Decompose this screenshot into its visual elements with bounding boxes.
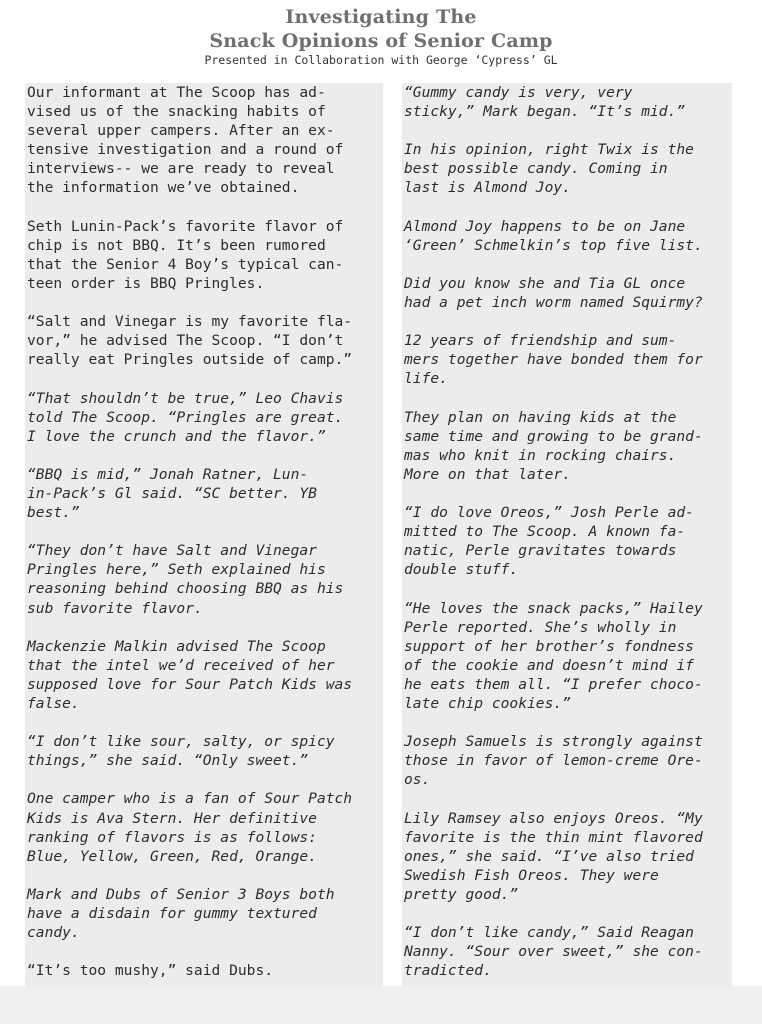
article-paragraph: “That shouldn’t be true,” Leo Chavis told The Scoop. “Pringles are great. I love the crunch and the flavor.” xyxy=(27,389,344,445)
article-paragraph: Joseph Samuels is strongly against those in favor of lemon-creme Ore- os. xyxy=(404,733,703,789)
article-paragraph: “Gummy candy is very, very sticky,” Mark began. “It’s mid.” xyxy=(404,84,686,121)
article-paragraph: 12 years of friendship and sum- mers together have bonded them for life. xyxy=(404,332,703,388)
article-paragraph: “It’s too mushy,” said Dubs. xyxy=(27,962,274,980)
article-paragraph: In his opinion, right Twix is the best possible candy. Coming in last is Almond Joy. xyxy=(404,141,694,197)
article-column-left xyxy=(25,83,383,990)
article-paragraph: Lily Ramsey also enjoys Oreos. “My favorite is the thin mint flavored ones,” she said. “I’ve also tried Swedish Fish Oreos. They were pretty good.” xyxy=(404,809,703,903)
article-paragraph: “I don’t like candy,” Said Reagan Nanny. “Sour over sweet,” she con- tradicted. xyxy=(404,924,703,980)
article-paragraph: Mark and Dubs of Senior 3 Boys both have a disdain for gummy textured candy. xyxy=(27,885,335,942)
article-paragraph: Our informant at The Scoop has ad- vised us of the snacking habits of several upper campers. After an ex- tensive investigation and a round of interviews-- we are ready to reveal the information we’ve obtained. xyxy=(27,84,344,197)
article-paragraph: Almond Joy happens to be on Jane ‘Green’ Schmelkin’s top five list. xyxy=(404,217,703,254)
article-paragraph: “Salt and Vinegar is my favorite fla- vor,” he advised The Scoop. “I don’t really eat Pringles outside of camp.” xyxy=(27,313,353,369)
headline-line-1: Investigating The xyxy=(285,6,477,28)
byline: Presented in Collaboration with George ‘Cypress’ GL xyxy=(204,53,558,67)
article-paragraph: “I do love Oreos,” Josh Perle ad- mitted to The Scoop. A known fa- natic, Perle gravitates towards double stuff. xyxy=(404,504,694,579)
article-paragraph: One camper who is a fan of Sour Patch Kids is Ava Stern. Her definitive ranking of flavors is as follows: Blue, Yellow, Green, Red, Orange. xyxy=(27,790,353,865)
article-paragraph: “I don’t like sour, salty, or spicy things,” she said. “Only sweet.” xyxy=(27,733,335,770)
article-paragraph: “BBQ is mid,” Jonah Ratner, Lun- in-Pack’s Gl said. “SC better. YB best.” xyxy=(27,465,317,522)
article-paragraph: “They don’t have Salt and Vinegar Pringles here,” Seth explained his reasoning behind choosing BBQ as his sub favorite flavor. xyxy=(27,542,344,617)
article-paragraph: Seth Lunin-Pack’s favorite flavor of chip is not BBQ. It’s been rumored that the Senior 4 Boy’s typical can- teen order is BBQ Pringles. xyxy=(27,217,344,292)
page-footer-band xyxy=(0,986,762,1024)
headline-line-2: Snack Opinions of Senior Camp xyxy=(209,30,553,52)
article-column-right xyxy=(402,83,732,990)
article-paragraph: “He loves the snack packs,” Hailey Perle reported. She’s wholly in support of her brother’s fondness of the cookie and doesn’t mind if he eats them all. “I prefer choco- late chip cookies.” xyxy=(404,599,703,712)
article-paragraph: Mackenzie Malkin advised The Scoop that the intel we’d received of her supposed love for Sour Patch Kids was false. xyxy=(27,637,353,712)
article-paragraph: Did you know she and Tia GL once had a pet inch worm named Squirmy? xyxy=(404,274,703,312)
article-paragraph: They plan on having kids at the same time and growing to be grand- mas who knit in rocking chairs. More on that later. xyxy=(404,408,703,483)
